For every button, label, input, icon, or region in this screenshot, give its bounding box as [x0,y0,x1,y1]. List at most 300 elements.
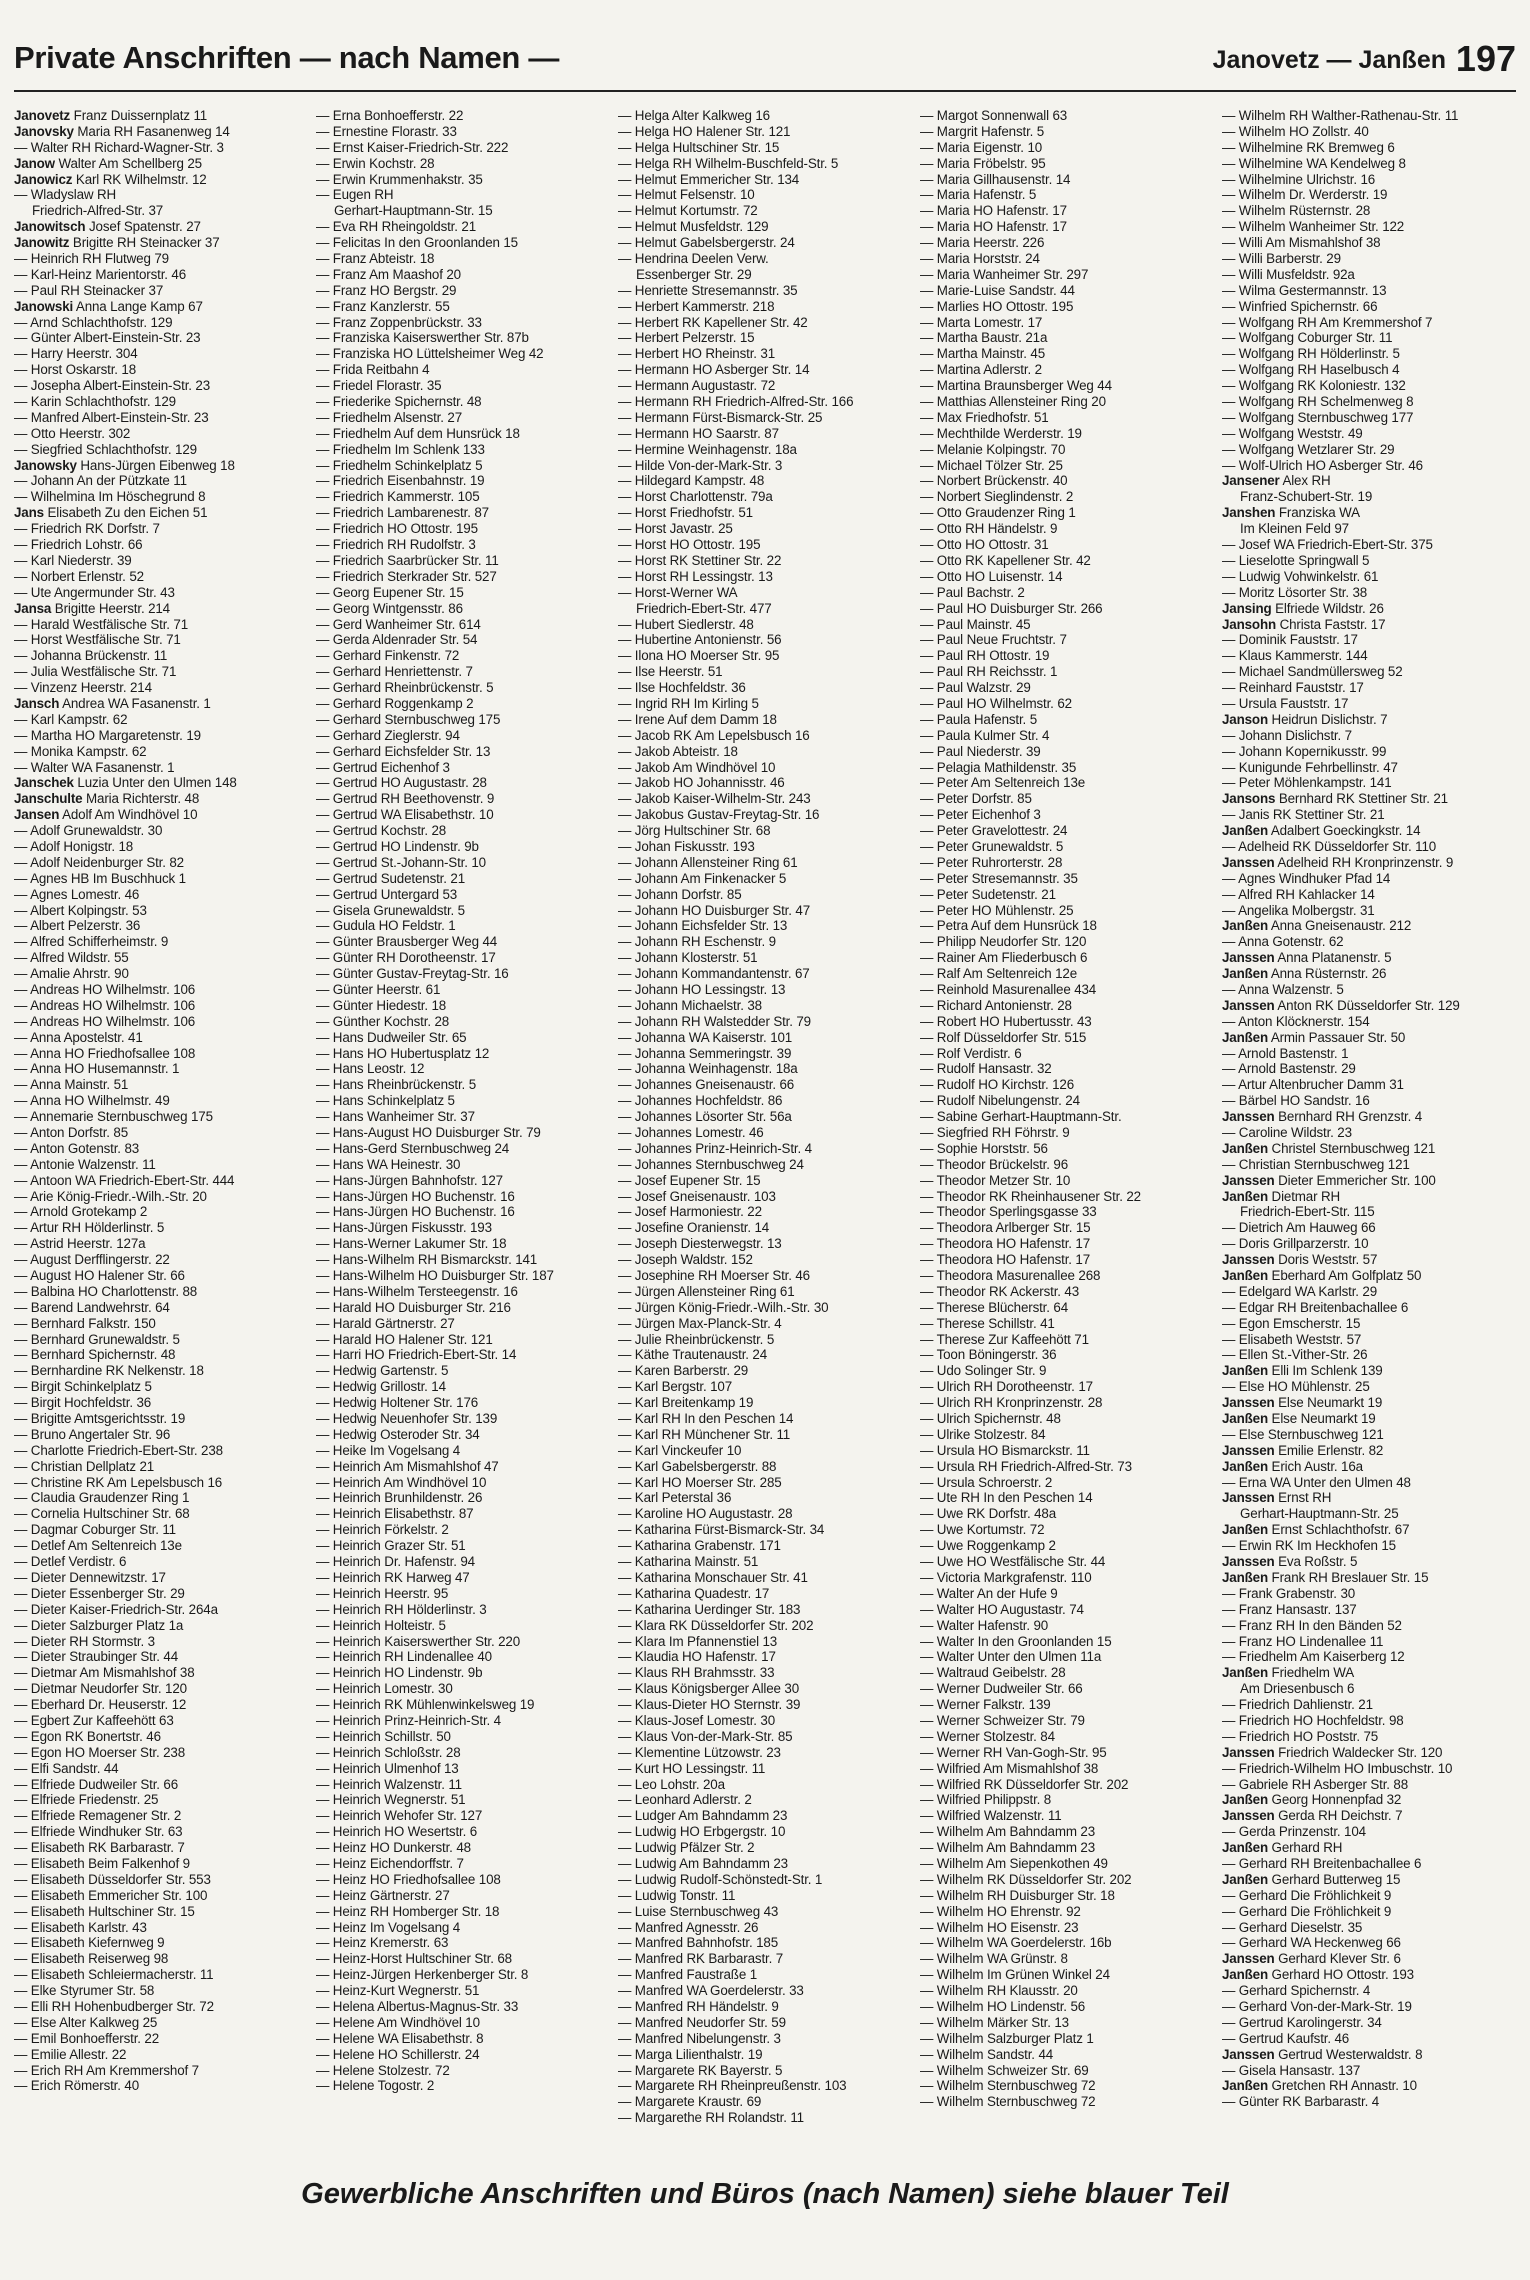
directory-entry [14,1888,308,1904]
directory-entry [920,521,1214,537]
entry-text: Dieter Emmericher Str. 100 [1274,1172,1436,1188]
entry-text: — Artur RH Hölderlinstr. 5 [14,1220,165,1236]
directory-entry [316,1761,610,1777]
entry-text: — Günter Heerstr. 61 [316,981,441,997]
directory-entry [920,807,1214,823]
directory-entry [920,1856,1214,1872]
entry-text: — Helmut Musfeldstr. 129 [618,219,769,235]
directory-entry [14,235,308,251]
directory-entry [920,1697,1214,1713]
entry-text: — Gerda Aldenrader Str. 54 [316,632,478,648]
entry-text: — Walter RH Richard-Wagner-Str. 3 [14,139,224,155]
directory-entry [14,2047,308,2063]
directory-entry [316,1872,610,1888]
directory-entry [1222,1125,1516,1141]
directory-entry [316,172,610,188]
directory-entry [1222,505,1516,521]
entry-text: Im Kleinen Feld 97 [1240,521,1349,537]
entry-text: Eberhard Am Golfplatz 50 [1267,1268,1422,1284]
entry-text: Gerhard Butterweg 15 [1267,1871,1401,1887]
entry-text: — Willi Musfeldstr. 92a [1222,266,1355,282]
entry-text: — Alfred Wildstr. 55 [14,950,129,966]
directory-entry [618,1888,912,1904]
directory-entry [316,156,610,172]
entry-text: Maria RH Fasanenweg 14 [73,123,230,139]
entry-text: — Günter RK Barbarastr. 4 [1222,2094,1380,2110]
directory-entry [920,235,1214,251]
directory-entry [618,1983,912,1999]
directory-entry [316,108,610,124]
directory-entry [920,140,1214,156]
entry-text: — Andreas HO Wilhelmstr. 106 [14,997,196,1013]
entry-text: — Anna Mainstr. 51 [14,1077,129,1093]
entry-text: — Wilhelmina Im Höschegrund 8 [14,489,206,505]
directory-entry [14,1745,308,1761]
directory-entry [14,1490,308,1506]
entry-text: — Julia Westfälische Str. 71 [14,664,177,680]
entry-text: — Frank Grabenstr. 30 [1222,1585,1356,1601]
directory-entry [1222,1475,1516,1491]
directory-entry [1222,1745,1516,1761]
entry-text: — Adolf Honigstr. 18 [14,838,134,854]
entry-text: Alex RH [1279,473,1331,489]
directory-entry [14,251,308,267]
directory-entry [920,1777,1214,1793]
directory-entry [316,1808,610,1824]
entry-text: — Paula Hafenstr. 5 [920,711,1037,727]
entry-text: — Wilhelm WA Goerdelerstr. 16b [920,1935,1112,1951]
directory-entry [920,1983,1214,1999]
footer-note: Gewerbliche Anschriften und Büros (nach Namen) siehe blauer Teil [301,2178,1229,2210]
family-name: Janssen [1222,1109,1275,1125]
directory-entry [1222,823,1516,839]
entry-text: Walter Am Schellberg 25 [54,155,202,171]
entry-text: — Joseph Waldstr. 152 [618,1252,753,1268]
directory-entry [618,1713,912,1729]
directory-entry [618,664,912,680]
directory-entry [920,680,1214,696]
directory-entry [920,394,1214,410]
directory-entry [14,1856,308,1872]
entry-text: — Ludwig Rudolf-Schönstedt-Str. 1 [618,1871,823,1887]
entry-text: — Martina Adlerstr. 2 [920,362,1042,378]
directory-entry [1222,648,1516,664]
directory-entry [14,1347,308,1363]
directory-entry [920,458,1214,474]
directory-entry [1222,1618,1516,1634]
directory-entry [14,1204,308,1220]
entry-text: — Klementine Lützowstr. 23 [618,1744,781,1760]
page-header [14,34,1516,92]
entry-text: — Erwin RK Im Heckhofen 15 [1222,1538,1396,1554]
directory-entry [14,458,308,474]
directory-entry [920,2047,1214,2063]
entry-text: — Hildegard Kampstr. 48 [618,473,765,489]
directory-entry [920,330,1214,346]
entry-text: Eva Roßstr. 5 [1274,1554,1358,1570]
entry-text: — Paul Neue Fruchtstr. 7 [920,632,1067,648]
entry-text: — Friedrich RK Dorfstr. 7 [14,521,160,537]
directory-entry [14,442,308,458]
directory-entry [14,1935,308,1951]
directory-entry [316,1506,610,1522]
directory-entry [316,315,610,331]
entry-text: — Ludwig Vohwinkelstr. 61 [1222,568,1379,584]
entry-text: — Wilhelm RH Duisburger Str. 18 [920,1887,1115,1903]
entry-text: — Marta Lomestr. 17 [920,314,1043,330]
directory-entry [14,1586,308,1602]
directory-entry [14,346,308,362]
entry-text: — Johann Kommandantenstr. 67 [618,966,810,982]
entry-text: — Wladyslaw RH [14,187,117,203]
entry-text: — Jakob Kaiser-Wilhelm-Str. 243 [618,791,811,807]
entry-text: — Hans HO Hubertusplatz 12 [316,1045,490,1061]
directory-entry [1222,839,1516,855]
directory-entry [14,1840,308,1856]
directory-entry [618,1363,912,1379]
directory-entry [1222,1284,1516,1300]
directory-entry [1222,998,1516,1014]
directory-entry [316,521,610,537]
directory-entry [316,1983,610,1999]
entry-text: — Dietrich Am Hauweg 66 [1222,1220,1376,1236]
entry-text: — Hermann Fürst-Bismarck-Str. 25 [618,409,823,425]
entry-text: — Matthias Allensteiner Ring 20 [920,394,1106,410]
directory-entry [920,1602,1214,1618]
directory-entry [618,1157,912,1173]
directory-entry [316,1173,610,1189]
directory-entry [1222,887,1516,903]
entry-text: — Astrid Heerstr. 127a [14,1236,146,1252]
directory-entry [316,617,610,633]
directory-entry [618,1347,912,1363]
directory-entry [316,1300,610,1316]
directory-entry [618,2063,912,2079]
directory-entry [1222,1332,1516,1348]
family-name: Jansen [14,807,60,823]
directory-entry [920,442,1214,458]
entry-text: Adelheid RH Kronprinzenstr. 9 [1274,854,1454,870]
family-name: Janschulte [14,791,83,807]
entry-text: — Herbert Kammerstr. 218 [618,298,775,314]
directory-entry [920,1904,1214,1920]
entry-text: — Hedwig Osteroder Str. 34 [316,1426,480,1442]
entry-text: — Otto RH Händelstr. 9 [920,521,1058,537]
entry-text: — Leo Lohstr. 20a [618,1776,725,1792]
directory-entry [1222,1061,1516,1077]
entry-text: — Reinhard Fauststr. 17 [1222,680,1364,696]
entry-text: — Peter Grunewaldstr. 5 [920,838,1064,854]
entry-text: — Wolfgang RH Am Kremmershof 7 [1222,314,1433,330]
directory-entry [14,887,308,903]
entry-text: — Harri HO Friedrich-Ebert-Str. 14 [316,1347,517,1363]
directory-entry [316,235,610,251]
entry-text: — Johanna Semmeringstr. 39 [618,1045,792,1061]
entry-text: — Vinzenz Heerstr. 214 [14,680,152,696]
entry-text: — Robert HO Hubertusstr. 43 [920,1013,1092,1029]
entry-text: — Heinrich HO Wesertstr. 6 [316,1824,478,1840]
directory-entry [920,219,1214,235]
directory-entry [316,839,610,855]
directory-entry [14,823,308,839]
directory-entry [316,1935,610,1951]
entry-text: — Otto Heerstr. 302 [14,425,131,441]
entry-text: — Johann Dislichstr. 7 [1222,727,1352,743]
directory-entry [1222,219,1516,235]
family-name: Janßen [1222,1522,1268,1538]
directory-entry [920,1538,1214,1554]
directory-entry [920,1109,1214,1125]
family-name: Janßen [1222,1268,1268,1284]
directory-entry [14,1681,308,1697]
family-name: Janßen [1222,1363,1268,1379]
directory-entry [14,505,308,521]
entry-text: — Claudia Graudenzer Ring 1 [14,1490,190,1506]
entry-text: — Reinhold Masurenallee 434 [920,981,1097,997]
directory-entry [618,156,912,172]
directory-entry [14,1808,308,1824]
entry-text: — Elfriede Remagener Str. 2 [14,1808,182,1824]
entry-text: Anna Gneisenaustr. 212 [1267,918,1412,934]
entry-text: — Maria HO Hafenstr. 17 [920,203,1067,219]
directory-entry [618,1220,912,1236]
directory-entry [920,1888,1214,1904]
directory-entry [920,187,1214,203]
directory-entry [1222,966,1516,982]
entry-text: — Wilhelm Wanheimer Str. 122 [1222,219,1405,235]
entry-text: — Paul Bachstr. 2 [920,584,1025,600]
directory-entry [618,426,912,442]
directory-entry [920,1443,1214,1459]
entry-text: — Johann RH Eschenstr. 9 [618,934,776,950]
entry-text: — Elfriede Dudweiler Str. 66 [14,1776,178,1792]
directory-entry [316,1030,610,1046]
entry-text: — Ursula Fauststr. 17 [1222,695,1349,711]
entry-text: — Josef Eupener Str. 15 [618,1172,761,1188]
entry-text: Friedrich Waldecker Str. 120 [1274,1744,1443,1760]
entry-text: — Marie-Luise Sandstr. 44 [920,282,1075,298]
directory-entry [1222,1983,1516,1999]
directory-entry [920,966,1214,982]
entry-text: — Friedrich HO Ottostr. 195 [316,521,478,537]
directory-entry [618,378,912,394]
directory-entry [1222,1570,1516,1586]
entry-text: — Johannes Lösorter Str. 56a [618,1109,792,1125]
directory-entry [14,998,308,1014]
entry-text: — Hans-Wilhelm Tersteegenstr. 16 [316,1283,518,1299]
directory-entry [316,712,610,728]
directory-entry [316,1824,610,1840]
entry-text: — Amalie Ahrstr. 90 [14,966,129,982]
family-name: Janschek [14,775,74,791]
family-name: Janssen [1222,1172,1275,1188]
directory-entry [1222,1522,1516,1538]
directory-entry [618,585,912,601]
entry-text: Brigitte Heerstr. 214 [51,600,170,616]
entry-text: — Erna Bonhoefferstr. 22 [316,108,464,123]
entry-text: — Anna HO Wilhelmstr. 49 [14,1093,170,1109]
directory-entry [316,1284,610,1300]
column-2 [316,108,610,2148]
entry-text: — Paul HO Duisburger Str. 266 [920,600,1103,616]
entry-text: Emilie Erlenstr. 82 [1274,1442,1384,1458]
entry-text: — Gerhard WA Heckenweg 66 [1222,1935,1401,1951]
directory-entry [14,140,308,156]
entry-text: — Helene Togostr. 2 [316,2078,435,2094]
entry-text: — Helga RH Wilhelm-Buschfeld-Str. 5 [618,155,839,171]
entry-text: — Dietmar Am Mismahlshof 38 [14,1665,195,1681]
entry-text: — Werner Falkstr. 139 [920,1697,1051,1713]
entry-text: — Helga Alter Kalkweg 16 [618,108,770,123]
entry-text: — Winfried Spichernstr. 66 [1222,298,1378,314]
directory-entry [1222,791,1516,807]
directory-entry [316,1840,610,1856]
directory-entry [618,172,912,188]
directory-entry [618,1109,912,1125]
directory-entry [1222,140,1516,156]
entry-text: — Gertrud Untergard 53 [316,886,458,902]
directory-entry [316,1522,610,1538]
entry-text: — Theodora Masurenallee 268 [920,1268,1101,1284]
directory-entry [920,362,1214,378]
directory-entry [1222,1681,1516,1697]
directory-entry [316,299,610,315]
family-name: Janßen [1222,2078,1268,2094]
directory-entry [920,934,1214,950]
entry-text: — Margot Sonnenwall 63 [920,108,1068,123]
directory-entry [920,251,1214,267]
directory-entry [1222,2063,1516,2079]
directory-entry [14,1554,308,1570]
entry-text: — Elisabeth Düsseldorfer Str. 553 [14,1871,211,1887]
entry-text: — Josef Gneisenaustr. 103 [618,1188,776,1204]
directory-entry [920,791,1214,807]
entry-text: — Johannes Prinz-Heinrich-Str. 4 [618,1140,812,1156]
entry-text: — Caroline Wildstr. 23 [1222,1125,1352,1140]
entry-text: — Richard Antonienstr. 28 [920,997,1072,1013]
entry-text: Adalbert Goeckingkstr. 14 [1267,823,1421,839]
directory-entry [14,1411,308,1427]
directory-entry [1222,330,1516,346]
directory-entry [14,585,308,601]
entry-text: — Friedrich Kammerstr. 105 [316,489,480,505]
directory-entry [920,108,1214,124]
directory-entry [920,1030,1214,1046]
directory-entry [316,1570,610,1586]
directory-entry [14,744,308,760]
family-name: Janssen [1222,2046,1275,2062]
directory-entry [316,1554,610,1570]
entry-text: — Herbert Pelzerstr. 15 [618,330,755,346]
directory-entry [920,2015,1214,2031]
directory-entry [618,1411,912,1427]
entry-text: — Anna HO Husemannstr. 1 [14,1061,180,1077]
directory-entry [618,473,912,489]
entry-text: — Heinrich HO Lindenstr. 9b [316,1665,483,1681]
directory-entry [1222,855,1516,871]
directory-entry [618,219,912,235]
entry-text: — Cornelia Hultschiner Str. 68 [14,1506,190,1522]
entry-text: — Emilie Allestr. 22 [14,2046,127,2062]
directory-entry [316,601,610,617]
family-name: Janowitz [14,235,70,251]
entry-text: — Wilfried RK Düsseldorfer Str. 202 [920,1776,1129,1792]
directory-entry [14,1220,308,1236]
directory-entry [920,998,1214,1014]
directory-entry [1222,585,1516,601]
entry-text: — Horst Charlottenstr. 79a [618,489,773,505]
entry-text: — Hans-Jürgen Fiskusstr. 193 [316,1220,492,1236]
entry-text: Else Neumarkt 19 [1267,1411,1376,1427]
entry-text: — Hans WA Heinestr. 30 [316,1156,461,1172]
directory-entry [1222,108,1516,124]
entry-text: — Gertrud WA Elisabethstr. 10 [316,807,494,823]
entry-text: — Elli RH Hohenbudberger Str. 72 [14,1998,214,2014]
directory-entry [920,505,1214,521]
entry-text: — Wilhelm Am Bahndamm 23 [920,1824,1096,1840]
entry-text: — Gerhard Dieselstr. 35 [1222,1919,1363,1935]
entry-text: — Wolfgang Wetzlarer Str. 29 [1222,441,1395,457]
entry-text: — Elisabeth Kiefernweg 9 [14,1935,165,1951]
family-name: Janßen [1222,1871,1268,1887]
entry-text: Franz Duissernplatz 11 [70,108,208,123]
directory-entry [920,918,1214,934]
directory-entry [618,1490,912,1506]
directory-entry [1222,473,1516,489]
section-title: Private Anschriften — nach Namen — [14,40,560,75]
family-name: Janowsky [14,457,77,473]
directory-entry [618,1904,912,1920]
directory-entry [316,1888,610,1904]
directory-entry [1222,1268,1516,1284]
entry-text: — Marga Lilienthalstr. 19 [618,2046,763,2062]
directory-entry [316,1745,610,1761]
directory-entry [14,410,308,426]
entry-text: — Heinz-Horst Hultschiner Str. 68 [316,1951,512,1967]
directory-entry [316,1204,610,1220]
entry-text: — Arnold Grotekamp 2 [14,1204,148,1220]
directory-entry [1222,1729,1516,1745]
entry-text: — Klaus-Josef Lomestr. 30 [618,1712,776,1728]
directory-entry [316,1411,610,1427]
entry-text: — Adolf Neidenburger Str. 82 [14,854,184,870]
directory-entry [920,1300,1214,1316]
directory-entry [618,2110,912,2126]
entry-text: — Elisabeth Emmericher Str. 100 [14,1887,208,1903]
directory-entry [1222,918,1516,934]
family-name: Janssen [1222,1951,1275,1967]
directory-entry [920,728,1214,744]
entry-text: — Wolfgang RH Haselbusch 4 [1222,362,1400,378]
entry-text: — Udo Solinger Str. 9 [920,1363,1047,1379]
entry-text: — Wolfgang RH Schelmenweg 8 [1222,394,1414,410]
entry-text: — Heinrich RH Flutweg 79 [14,251,169,267]
directory-entry [316,362,610,378]
entry-text: — Martha Mainstr. 45 [920,346,1046,362]
directory-entry [1222,1761,1516,1777]
entry-text: — Eva RH Rheingoldstr. 21 [316,219,476,235]
entry-text: — Hans Leostr. 12 [316,1061,425,1077]
directory-entry [14,1475,308,1491]
entry-text: — Elfi Sandstr. 44 [14,1760,119,1776]
entry-text: — Heinz Im Vogelsang 4 [316,1919,461,1935]
entry-text: — Paul RH Steinacker 37 [14,282,164,298]
directory-entry [14,903,308,919]
entry-text: — August Derfflingerstr. 22 [14,1252,170,1268]
entry-text: — Friedrich HO Hochfeldstr. 98 [1222,1712,1404,1728]
entry-text: — Manfred WA Goerdelerstr. 33 [618,1983,804,1999]
directory-entry [618,1316,912,1332]
